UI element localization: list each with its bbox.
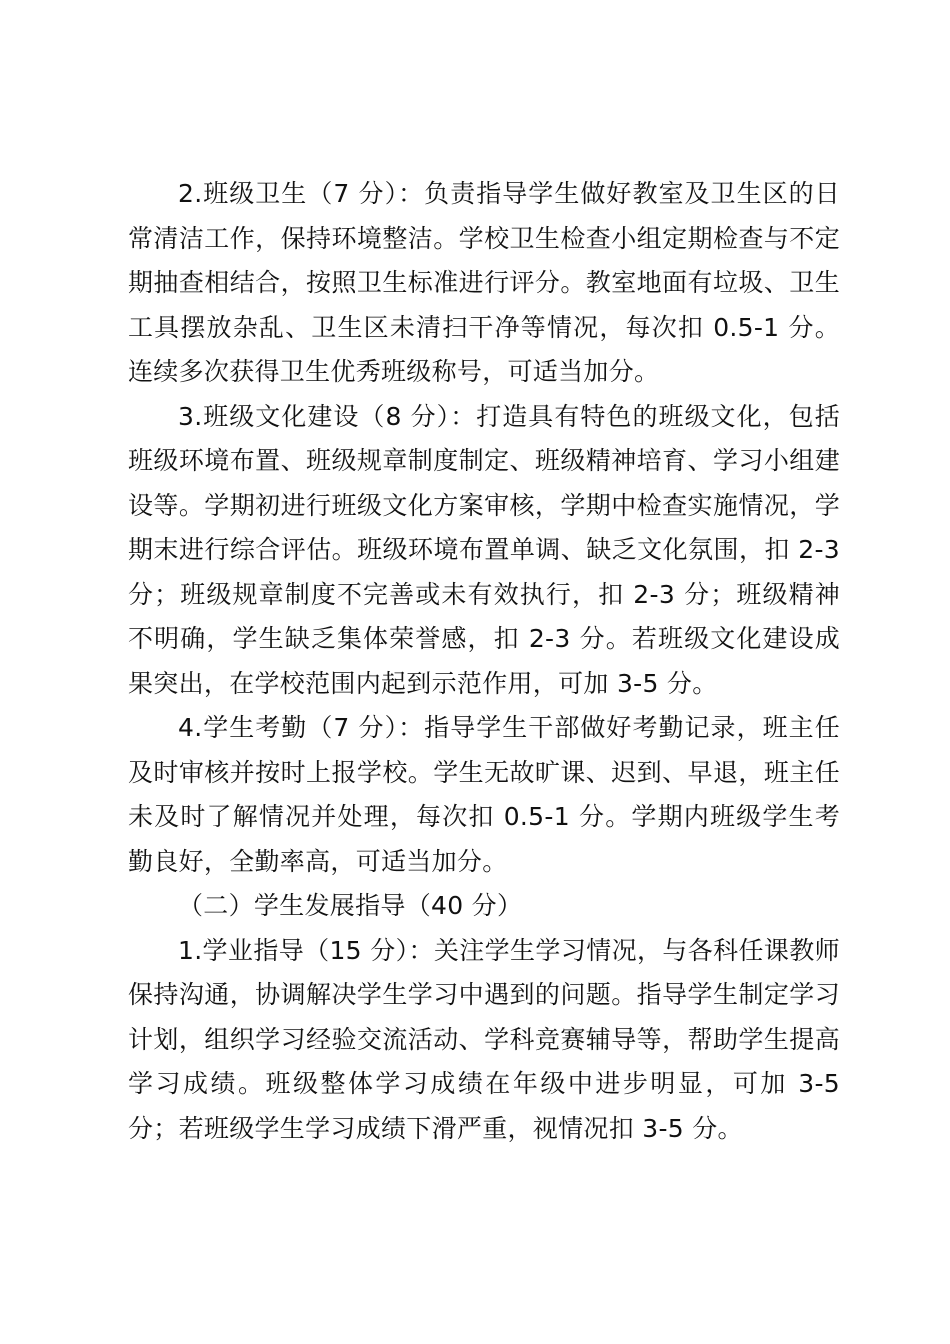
paragraph-class-hygiene: 2.班级卫生（7 分）：负责指导学生做好教室及卫生区的日常清洁工作，保持环境整洁。学校卫生检查小组定期检查与不定期抽查相结合，按照卫生标准进行评分。教室地面有垃圾、卫生工具摆放杂乱、卫生区未清扫干净等情况，每次扣 0.5-1 分。连续多次获得卫生优秀班级称号，可适当加分。 — [128, 179, 840, 386]
paragraph-student-attendance: 4.学生考勤（7 分）：指导学生干部做好考勤记录，班主任及时审核并按时上报学校。学生无故旷课、迟到、早退，班主任未及时了解情况并处理，每次扣 0.5-1 分。学期内班级学生考勤良好，全勤率高，可适当加分。 — [128, 713, 840, 876]
document-body — [128, 172, 840, 1151]
paragraph-class-culture: 3.班级文化建设（8 分）：打造具有特色的班级文化，包括班级环境布置、班级规章制度制定、班级精神培育、学习小组建设等。学期初进行班级文化方案审核，学期中检查实施情况，学期末进行综合评估。班级环境布置单调、缺乏文化氛围，扣 2-3 分；班级规章制度不完善或未有效执行，扣 2-3 分；班级精神不明确，学生缺乏集体荣誉感，扣 2-3 分。若班级文化建设成果突出，在学校范围内起到示范作用，可加 3-5 分。 — [128, 401, 840, 698]
section-heading-student-development: （二）学生发展指导（40 分） — [178, 891, 523, 920]
paragraph-academic-guidance: 1.学业指导（15 分）：关注学生学习情况，与各科任课教师保持沟通，协调解决学生学习中遇到的问题。指导学生制定学习计划，组织学习经验交流活动、学科竞赛辅导等，帮助学生提高学习成绩。班级整体学习成绩在年级中进步明显，可加 3-5 分；若班级学生学习成绩下滑严重，视情况扣 3-5 分。 — [128, 935, 840, 1143]
